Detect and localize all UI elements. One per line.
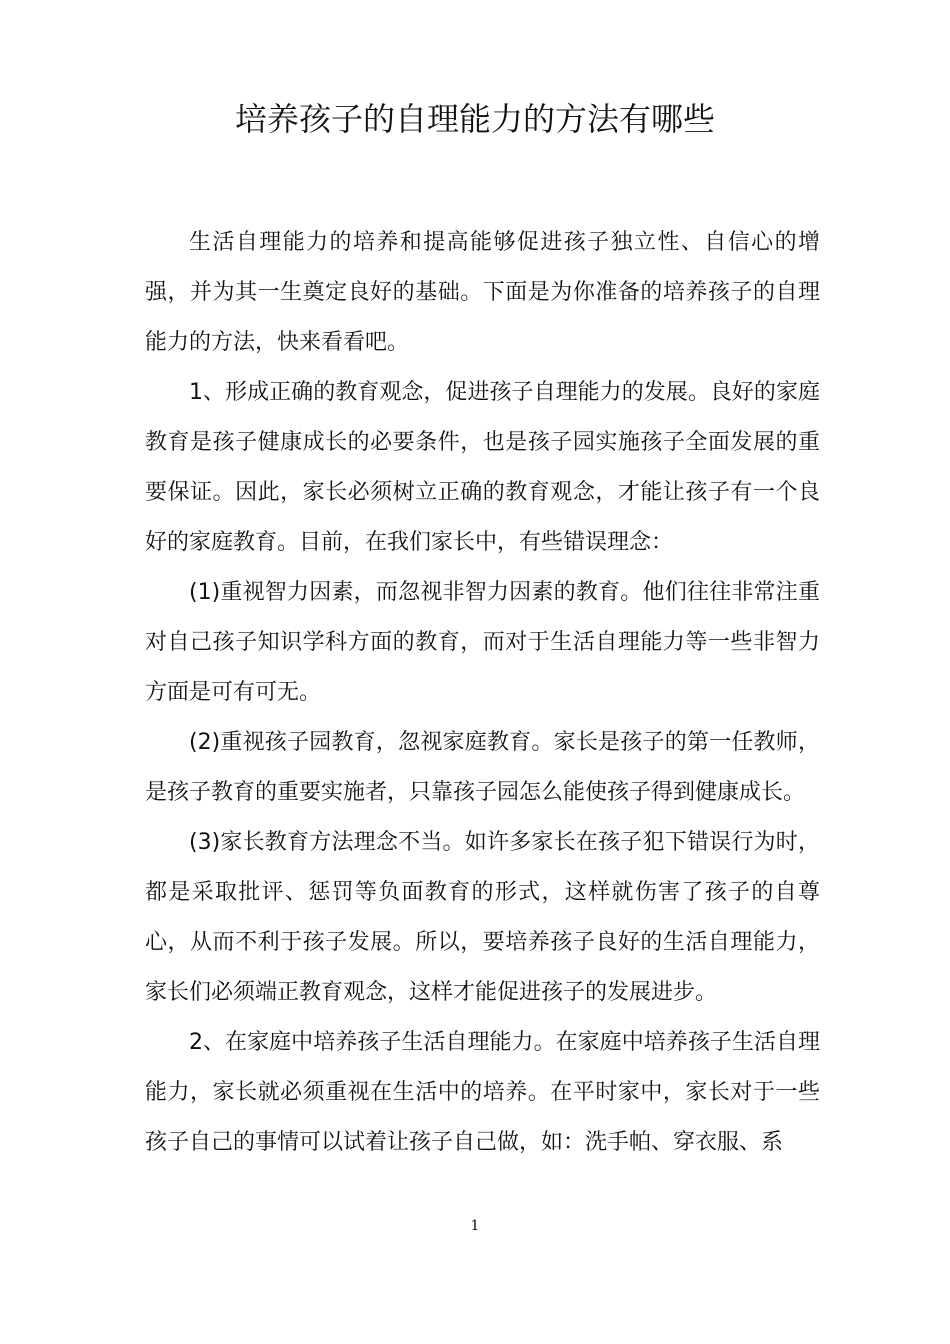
paragraph-intro: 生活自理能力的培养和提高能够促进孩子独立性、自信心的增强，并为其一生奠定良好的基础。下面是为你准备的培养孩子的自理能力的方法，快来看看吧。 [145,230,820,355]
paragraph-subpoint-1: (1)重视智力因素，而忽视非智力因素的教育。他们往往非常注重对自己孩子知识学科方面的教育，而对于生活自理能力等一些非智力方面是可有可无。 [145,580,820,705]
paragraph-point-2: 2、在家庭中培养孩子生活自理能力。在家庭中培养孩子生活自理能力，家长就必须重视在生活中的培养。在平时家中，家长对于一些孩子自己的事情可以试着让孩子自己做，如：洗手帕、穿衣服、系 [145,1030,820,1155]
document-title: 培养孩子的自理能力的方法有哪些 [234,100,715,138]
paragraph-subpoint-2: (2)重视孩子园教育，忽视家庭教育。家长是孩子的第一任教师，是孩子教育的重要实施者，只靠孩子园怎么能使孩子得到健康成长。 [145,730,820,805]
page-number: 1 [470,1218,480,1234]
paragraph-subpoint-3: (3)家长教育方法理念不当。如许多家长在孩子犯下错误行为时，都是采取批评、惩罚等负面教育的形式，这样就伤害了孩子的自尊心，从而不利于孩子发展。所以，要培养孩子良好的生活自理能力，家长们必须端正教育观念，这样才能促进孩子的发展进步。 [145,830,820,1005]
paragraph-point-1: 1、形成正确的教育观念，促进孩子自理能力的发展。良好的家庭教育是孩子健康成长的必要条件，也是孩子园实施孩子全面发展的重要保证。因此，家长必须树立正确的教育观念，才能让孩子有一个良好的家庭教育。目前，在我们家长中，有些错误理念： [145,380,820,555]
document-body [145,218,820,1168]
